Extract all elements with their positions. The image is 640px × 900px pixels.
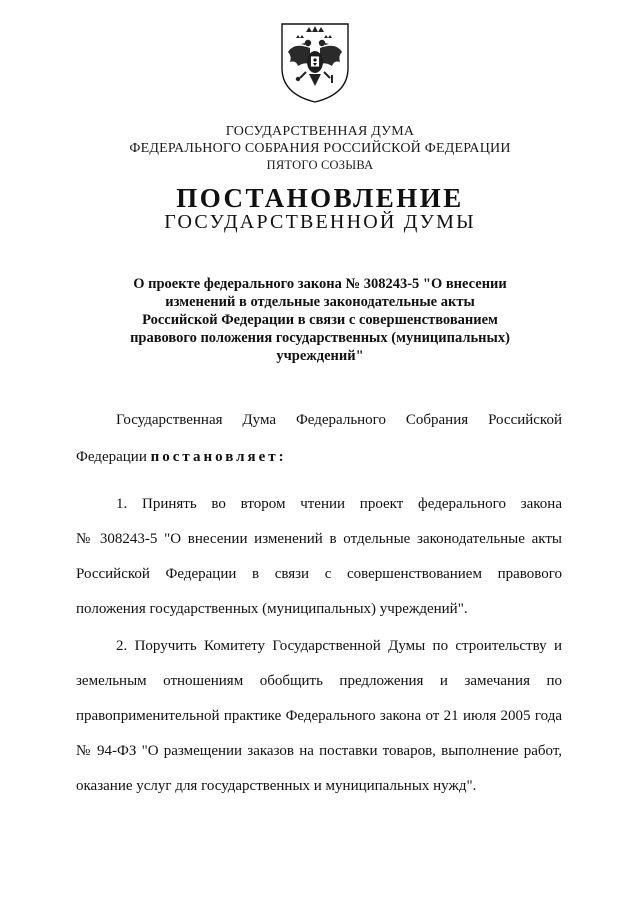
preamble-line <box>76 447 562 467</box>
item-line: правоприменительной практике Федерального закона от 21 июля 2005 года <box>76 708 562 724</box>
subject-line: изменений в отдельные законодательные акты <box>165 294 475 310</box>
subject-line: Российской Федерации в связи с совершенствованием <box>142 312 498 328</box>
subject-line: правового положения государственных (муниципальных) <box>130 330 510 346</box>
resolution-verb: постановляет: <box>150 449 287 465</box>
convocation: ПЯТОГО СОЗЫВА <box>266 158 374 172</box>
item-line: 2. Поручить Комитету Государственной Думы по строительству и <box>116 638 562 654</box>
organization-parent: ФЕДЕРАЛЬНОГО СОБРАНИЯ РОССИЙСКОЙ ФЕДЕРАЦИИ <box>129 141 511 156</box>
preamble-line: Государственная Дума Федерального Собрания Российской <box>116 412 562 428</box>
document-issuer: ГОСУДАРСТВЕННОЙ ДУМЫ <box>164 211 476 233</box>
document-subject <box>112 275 528 365</box>
item-line: № 94-ФЗ "О размещении заказов на поставки товаров, выполнение работ, <box>76 743 562 759</box>
russian-coat-of-arms-icon <box>276 18 354 104</box>
item-line: № 308243-5 "О внесении изменений в отдельные законодательные акты <box>76 531 562 547</box>
item-line: земельным отношениям обобщить предложения и замечания по <box>76 673 562 689</box>
item-line: Российской Федерации в связи с совершенствованием правового <box>76 566 562 582</box>
item-line: положения государственных (муниципальных) учреждений". <box>76 601 468 617</box>
subject-line: учреждений" <box>276 348 364 364</box>
organization-name: ГОСУДАРСТВЕННАЯ ДУМА <box>225 124 415 139</box>
item-line: 1. Принять во втором чтении проект федерального закона <box>116 496 562 512</box>
item-line: оказание услуг для государственных и муниципальных нужд". <box>76 778 477 794</box>
preamble-start: Федерации <box>76 449 147 465</box>
subject-line: О проекте федерального закона № 308243-5 "О внесении <box>133 276 507 292</box>
document-type: ПОСТАНОВЛЕНИЕ <box>176 183 464 213</box>
